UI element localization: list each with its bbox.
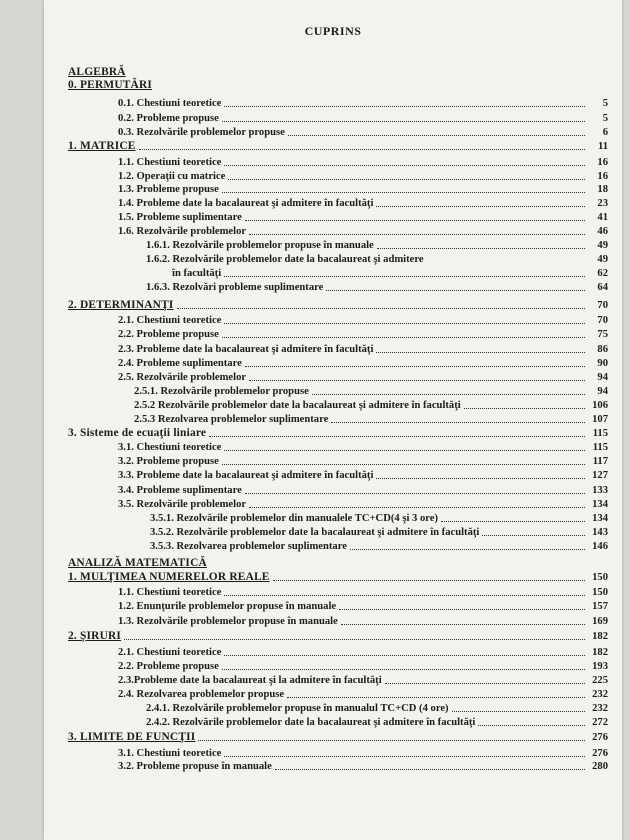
dot-leader	[249, 507, 585, 508]
toc-entry-page: 106	[592, 400, 608, 411]
dot-leader	[222, 669, 585, 670]
toc-entry-title: 3. Sisteme de ecuaţii liniare	[68, 427, 207, 439]
toc-entry-page: 280	[592, 761, 608, 772]
dot-leader	[124, 639, 585, 640]
toc-entry-title: 1.2. Operaţii cu matrice	[118, 171, 226, 182]
dot-leader	[275, 769, 585, 770]
dot-leader	[209, 436, 585, 437]
toc-entry-page: 46	[597, 226, 608, 237]
dot-leader	[139, 149, 585, 150]
toc-entry-title: 3.5.2. Rezolvările problemelor date la bacalaureat şi admitere în facultăţi	[150, 527, 480, 538]
toc-entry-page: 115	[592, 442, 608, 453]
toc-entry-page: 182	[592, 647, 608, 658]
toc-entry-page: 232	[592, 703, 608, 714]
toc-entry-title: 1.4. Probleme date la bacalaureat şi admitere în facultăţi	[118, 198, 374, 209]
toc-entry-page: 157	[592, 601, 608, 612]
toc-entry	[118, 156, 608, 169]
dot-leader	[222, 337, 585, 338]
toc-entry	[118, 441, 608, 454]
toc-entry-title: 0.3. Rezolvările problemelor propuse	[118, 127, 285, 138]
toc-entry	[118, 357, 608, 370]
toc-entry	[134, 385, 608, 398]
dot-leader	[245, 493, 585, 494]
toc-entry-page: 225	[592, 675, 608, 686]
toc-entry	[68, 630, 608, 643]
dot-leader	[245, 220, 585, 221]
toc-entry-page: 276	[592, 732, 608, 743]
toc-entry-title: 0.1. Chestiuni teoretice	[118, 98, 222, 109]
dot-leader	[288, 135, 585, 136]
toc-entry-page: 276	[592, 748, 608, 759]
toc-entry-page: 90	[597, 358, 608, 369]
toc-entry-page: 272	[592, 717, 608, 728]
toc-entry-page: 49	[597, 254, 608, 265]
toc-entry-title: 2.2. Probleme propuse	[118, 661, 219, 672]
toc-entry	[150, 512, 608, 525]
toc-entry	[118, 371, 608, 384]
dot-leader	[224, 276, 585, 277]
toc-entry-page: 127	[592, 470, 608, 481]
toc-entry	[118, 760, 608, 773]
toc-entry	[118, 586, 608, 599]
toc-entry-title: 2.2. Probleme propuse	[118, 329, 219, 340]
dot-leader	[222, 192, 585, 193]
toc-entry	[68, 140, 608, 153]
dot-leader	[245, 366, 585, 367]
toc-entry-title: 2.5.2 Rezolvările problemelor date la bacalaureat şi admitere în facultăţi	[134, 400, 461, 411]
toc-entry	[150, 540, 608, 553]
toc-entry-title: 2.1. Chestiuni teoretice	[118, 647, 222, 658]
toc-entry-title: 2.4. Probleme suplimentare	[118, 358, 242, 369]
toc-entry	[68, 79, 608, 92]
toc-entry-title: 2.4.1. Rezolvările problemelor propuse în manualul TC+CD (4 ore)	[146, 703, 449, 714]
toc-entry-title: 3.2. Probleme propuse	[118, 456, 219, 467]
toc-entry-page: 16	[597, 157, 608, 168]
toc-entry	[146, 702, 608, 715]
toc-entry-title: 2.5.3 Rezolvarea problemelor suplimentare	[134, 414, 329, 425]
dot-leader	[222, 121, 585, 122]
toc-entry-title: 1.6.1. Rezolvările problemelor propuse în manuale	[146, 240, 374, 251]
toc-entry-title: 0.2. Probleme propuse	[118, 113, 219, 124]
dot-leader	[224, 655, 585, 656]
toc-entry-title: 1.6.3. Rezolvări probleme suplimentare	[146, 282, 324, 293]
toc-entry	[118, 688, 608, 701]
toc-entry	[68, 66, 608, 79]
dot-leader	[228, 179, 585, 180]
toc-entry	[118, 455, 608, 468]
dot-leader	[376, 206, 585, 207]
toc-entry-page: 6	[602, 127, 608, 138]
toc-entry-title: 2.5.1. Rezolvările problemelor propuse	[134, 386, 309, 397]
dot-leader	[482, 535, 585, 536]
dot-leader	[350, 549, 585, 550]
toc-entry-title: 1.1. Chestiuni teoretice	[118, 157, 222, 168]
toc-entry	[118, 660, 608, 673]
dot-leader	[287, 697, 585, 698]
toc-entry	[134, 399, 608, 412]
toc-entry	[118, 328, 608, 341]
toc-entry	[134, 413, 608, 426]
dot-leader	[224, 165, 585, 166]
toc-entry-title: 3.1. Chestiuni teoretice	[118, 442, 222, 453]
dot-leader	[478, 725, 585, 726]
toc-entry-page: 94	[597, 372, 608, 383]
toc-entry-page: 41	[597, 212, 608, 223]
toc-entry-title: 2. ŞIRURI	[68, 630, 122, 642]
toc-entry-page: 146	[592, 541, 608, 552]
toc-entry-title: 3.1. Chestiuni teoretice	[118, 748, 222, 759]
dot-leader	[224, 595, 585, 596]
toc-entry-title: 3.2. Probleme propuse în manuale	[118, 761, 272, 772]
toc-entry-title: 2.5. Rezolvările problemelor	[118, 372, 247, 383]
dot-leader	[385, 683, 585, 684]
dot-leader	[273, 580, 585, 581]
toc-entry	[68, 731, 608, 744]
toc-entry	[118, 484, 608, 497]
toc-entry-title: 3.3. Probleme date la bacalaureat şi admitere în facultăţi	[118, 470, 374, 481]
toc-entry-title: 1.2. Enunţurile problemelor propuse în manuale	[118, 601, 337, 612]
toc-entry-page: 75	[597, 329, 608, 340]
toc-entry-title: 1.3. Rezolvările problemelor propuse în manuale	[118, 616, 338, 627]
toc-entry-page: 70	[597, 300, 608, 311]
dot-leader	[249, 234, 585, 235]
toc-entry-page: 11	[597, 141, 608, 152]
toc-entry-page: 193	[592, 661, 608, 672]
toc-entry-title: în facultăţi	[172, 268, 222, 279]
toc-entry-title: 1. MULŢIMEA NUMERELOR REALE	[68, 571, 270, 583]
toc-entry-title: 1.1. Chestiuni teoretice	[118, 587, 222, 598]
toc-entry	[118, 674, 608, 687]
toc-entry-title: 2.1. Chestiuni teoretice	[118, 315, 222, 326]
toc-entry	[118, 170, 608, 183]
toc-entry-title: 1.5. Probleme suplimentare	[118, 212, 242, 223]
toc-entry	[118, 112, 608, 125]
dot-leader	[376, 478, 585, 479]
toc-entry-page: 94	[597, 386, 608, 397]
toc-entry-page: 64	[597, 282, 608, 293]
toc-entry-page: 232	[592, 689, 608, 700]
toc-entry-title: 3.5. Rezolvările problemelor	[118, 499, 247, 510]
toc-entry-page: 23	[597, 198, 608, 209]
toc-entry-page: 5	[602, 113, 608, 124]
toc-entry-title: 3.4. Probleme suplimentare	[118, 485, 242, 496]
toc-entry	[118, 211, 608, 224]
toc-entry	[118, 314, 608, 327]
toc-entry-title: 3.5.1. Rezolvările problemelor din manualele TC+CD(4 şi 3 ore)	[150, 513, 439, 524]
toc-entry-page: 169	[592, 616, 608, 627]
dot-leader	[224, 106, 585, 107]
toc-entry-page: 134	[592, 499, 608, 510]
toc-entry-title: 2.3. Probleme date la bacalaureat şi admitere în facultăţi	[118, 344, 374, 355]
dot-leader	[249, 380, 585, 381]
dot-leader	[224, 323, 585, 324]
toc-entry-page: 5	[602, 98, 608, 109]
toc-entry-page: 62	[597, 268, 608, 279]
toc-entry	[118, 183, 608, 196]
toc-entry-title: 1.6. Rezolvările problemelor	[118, 226, 247, 237]
toc-entry-page: 133	[592, 485, 608, 496]
toc-entry-page: 115	[592, 428, 608, 439]
toc-entry	[118, 615, 608, 628]
dot-leader	[331, 422, 585, 423]
toc-entry-page: 134	[592, 513, 608, 524]
toc-entry	[146, 281, 608, 294]
page-title: CUPRINS	[304, 24, 362, 38]
toc-entry-title: 3.5.3. Rezolvarea problemelor suplimentare	[150, 541, 347, 552]
toc-entry	[146, 253, 608, 266]
toc-entry	[172, 267, 608, 280]
dot-leader	[376, 352, 585, 353]
toc-entry-title: 1.6.2. Rezolvările problemelor date la bacalaureat şi admitere	[146, 254, 424, 265]
dot-leader	[341, 624, 585, 625]
toc-entry	[68, 299, 608, 312]
toc-entry	[150, 526, 608, 539]
toc-entry	[118, 225, 608, 238]
dot-leader	[224, 450, 585, 451]
toc-entry	[118, 343, 608, 356]
toc-entry-title: 3. LIMITE DE FUNCŢII	[68, 731, 196, 743]
dot-leader	[452, 711, 585, 712]
dot-leader	[326, 290, 585, 291]
toc-entry-title: ANALIZĂ MATEMATICĂ	[68, 557, 207, 569]
toc-entry-page: 143	[592, 527, 608, 538]
toc-entry-title: 2.3.Probleme date la bacalaureat şi la admitere în facultăţi	[118, 675, 382, 686]
toc-entry	[118, 747, 608, 760]
toc-entry-page: 70	[597, 315, 608, 326]
dot-leader	[377, 248, 585, 249]
toc-entry	[118, 126, 608, 139]
dot-leader	[224, 756, 585, 757]
dot-leader	[464, 408, 585, 409]
toc-entry	[118, 197, 608, 210]
toc-entry	[118, 646, 608, 659]
toc-entry-page: 117	[592, 456, 608, 467]
toc-entry-title: 0. PERMUTĂRI	[68, 79, 153, 91]
toc-entry	[146, 239, 608, 252]
toc-entry	[118, 97, 608, 110]
dot-leader	[198, 740, 585, 741]
dot-leader	[441, 521, 585, 522]
toc-entry	[146, 716, 608, 729]
toc-entry-title: 2.4.2. Rezolvările problemelor date la bacalaureat şi admitere în facultăţi	[146, 717, 476, 728]
dot-leader	[339, 609, 585, 610]
toc-entry	[118, 469, 608, 482]
book-page	[44, 0, 622, 840]
toc-entry-page: 107	[592, 414, 608, 425]
toc-entry	[118, 498, 608, 511]
dot-leader	[222, 464, 585, 465]
toc-entry	[68, 427, 608, 440]
toc-entry-page: 150	[592, 572, 608, 583]
dot-leader	[312, 394, 585, 395]
dot-leader	[177, 308, 585, 309]
toc-entry-page: 182	[592, 631, 608, 642]
toc-entry-title: 1.3. Probleme propuse	[118, 184, 219, 195]
toc-entry-page: 16	[597, 171, 608, 182]
toc-entry	[118, 600, 608, 613]
toc-entry-page: 18	[597, 184, 608, 195]
toc-entry-title: 2.4. Rezolvarea problemelor propuse	[118, 689, 285, 700]
toc-entry-page: 150	[592, 587, 608, 598]
toc-entry	[68, 571, 608, 584]
toc-entry	[68, 557, 608, 570]
toc-entry-title: 1. MATRICE	[68, 140, 136, 152]
toc-entry-title: 2. DETERMINANŢI	[68, 299, 174, 311]
toc-entry-title: ALGEBRĂ	[68, 66, 126, 78]
toc-entry-page: 49	[597, 240, 608, 251]
toc-entry-page: 86	[597, 344, 608, 355]
